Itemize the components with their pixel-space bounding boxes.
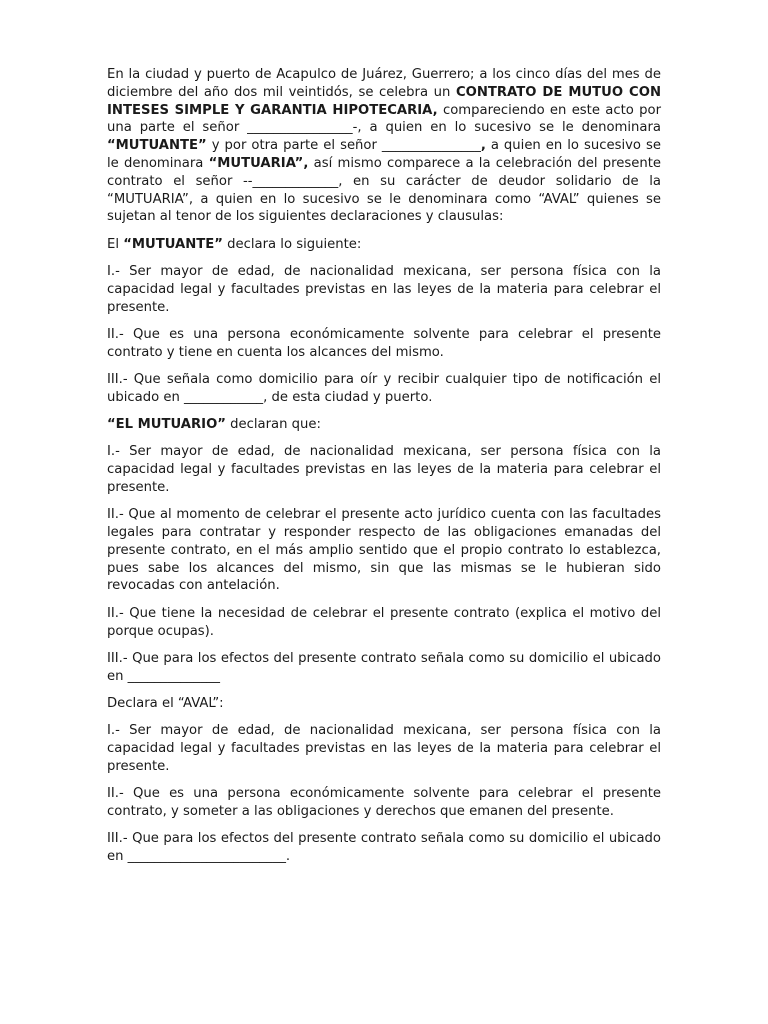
heading-text: declara lo siguiente: — [222, 236, 362, 252]
document-page — [107, 66, 661, 875]
mutuaria-term: “MUTUARIA”, — [208, 155, 309, 171]
contract-title: CONTRATO DE MUTUO CON INTESES SIMPLE Y GARANTIA HIPOTECARIA, — [107, 84, 661, 118]
mutuario-heading — [107, 416, 661, 434]
mutuante-declaration-2: II.- Que es una persona económicamente solvente para celebrar el presente contrato y tiene en cuenta los alcances del mismo. — [107, 326, 661, 360]
heading-term: “EL MUTUARIO” — [107, 417, 226, 433]
mutuante-heading — [107, 236, 661, 254]
mutuario-declaration-2: II.- Que al momento de celebrar el presente acto jurídico cuenta con las facultades legales para contratar y responder respecto de las obligaciones emanadas del presente contrato, en el más amplio sentido que el propio contrato lo establezca, pues sabe los alcances del mismo, sin que las mismas se le hubieran sido revocadas con antelación. — [107, 507, 661, 594]
mutuario-declaration-3: II.- Que tiene la necesidad de celebrar el presente contrato (explica el motivo del porque ocupas). — [107, 605, 661, 639]
intro-text: compareciendo en este acto por una parte el señor ________________-, a quien en lo sucesivo se le denominara — [107, 102, 661, 136]
intro-text: y por otra parte el señor _______________ — [206, 138, 481, 154]
aval-declaration-1: I.- Ser mayor de edad, de nacionalidad mexicana, ser persona física con la capacidad legal y facultades previstas en las leyes de la materia para celebrar el presente. — [107, 723, 661, 774]
aval-heading: Declara el “AVAL”: — [107, 695, 224, 711]
heading-text: El — [107, 236, 124, 252]
intro-text: a quien en lo sucesivo se le denominara — [107, 138, 661, 171]
mutuante-term: “MUTUANTE” — [107, 138, 207, 154]
intro-text: así mismo comparece a la celebración del presente contrato el señor --_____________, en su carácter de deudor solidario de la “MUTUARIA”, a quien en lo sucesivo se le denominara como “AVAL” quienes se sujetan al tenor de los siguientes declaraciones y clausulas: — [107, 155, 661, 225]
mutuante-declaration-1: I.- Ser mayor de edad, de nacionalidad mexicana, ser persona física con la capacidad legal y facultades previstas en las leyes de la materia para celebrar el presente. — [107, 263, 661, 315]
mutuante-declaration-3: III.- Que señala como domicilio para oír y recibir cualquier tipo de notificación el ubicado en ____________, de esta ciudad y puerto. — [107, 371, 661, 405]
intro-text: En la ciudad y puerto de Acapulco de Juárez, Guerrero; a los cinco días del mes de diciembre del año dos mil veintidós, se celebra un — [107, 67, 661, 100]
heading-text: declaran que: — [225, 417, 321, 433]
mutuario-declaration-1: I.- Ser mayor de edad, de nacionalidad mexicana, ser persona física con la capacidad legal y facultades previstas en las leyes de la materia para celebrar el presente. — [107, 444, 661, 495]
aval-declaration-3: III.- Que para los efectos del presente contrato señala como su domicilio el ubicado en ________________________. — [107, 831, 661, 864]
intro-comma: , — [480, 138, 486, 154]
heading-term: “MUTUANTE” — [123, 236, 223, 252]
aval-declaration-2: II.- Que es una persona económicamente solvente para celebrar el presente contrato, y someter a las obligaciones y derechos que emanen del presente. — [107, 786, 661, 819]
intro-paragraph — [107, 66, 661, 226]
mutuario-declaration-4: III.- Que para los efectos del presente contrato señala como su domicilio el ubicado en ______________ — [107, 650, 661, 684]
